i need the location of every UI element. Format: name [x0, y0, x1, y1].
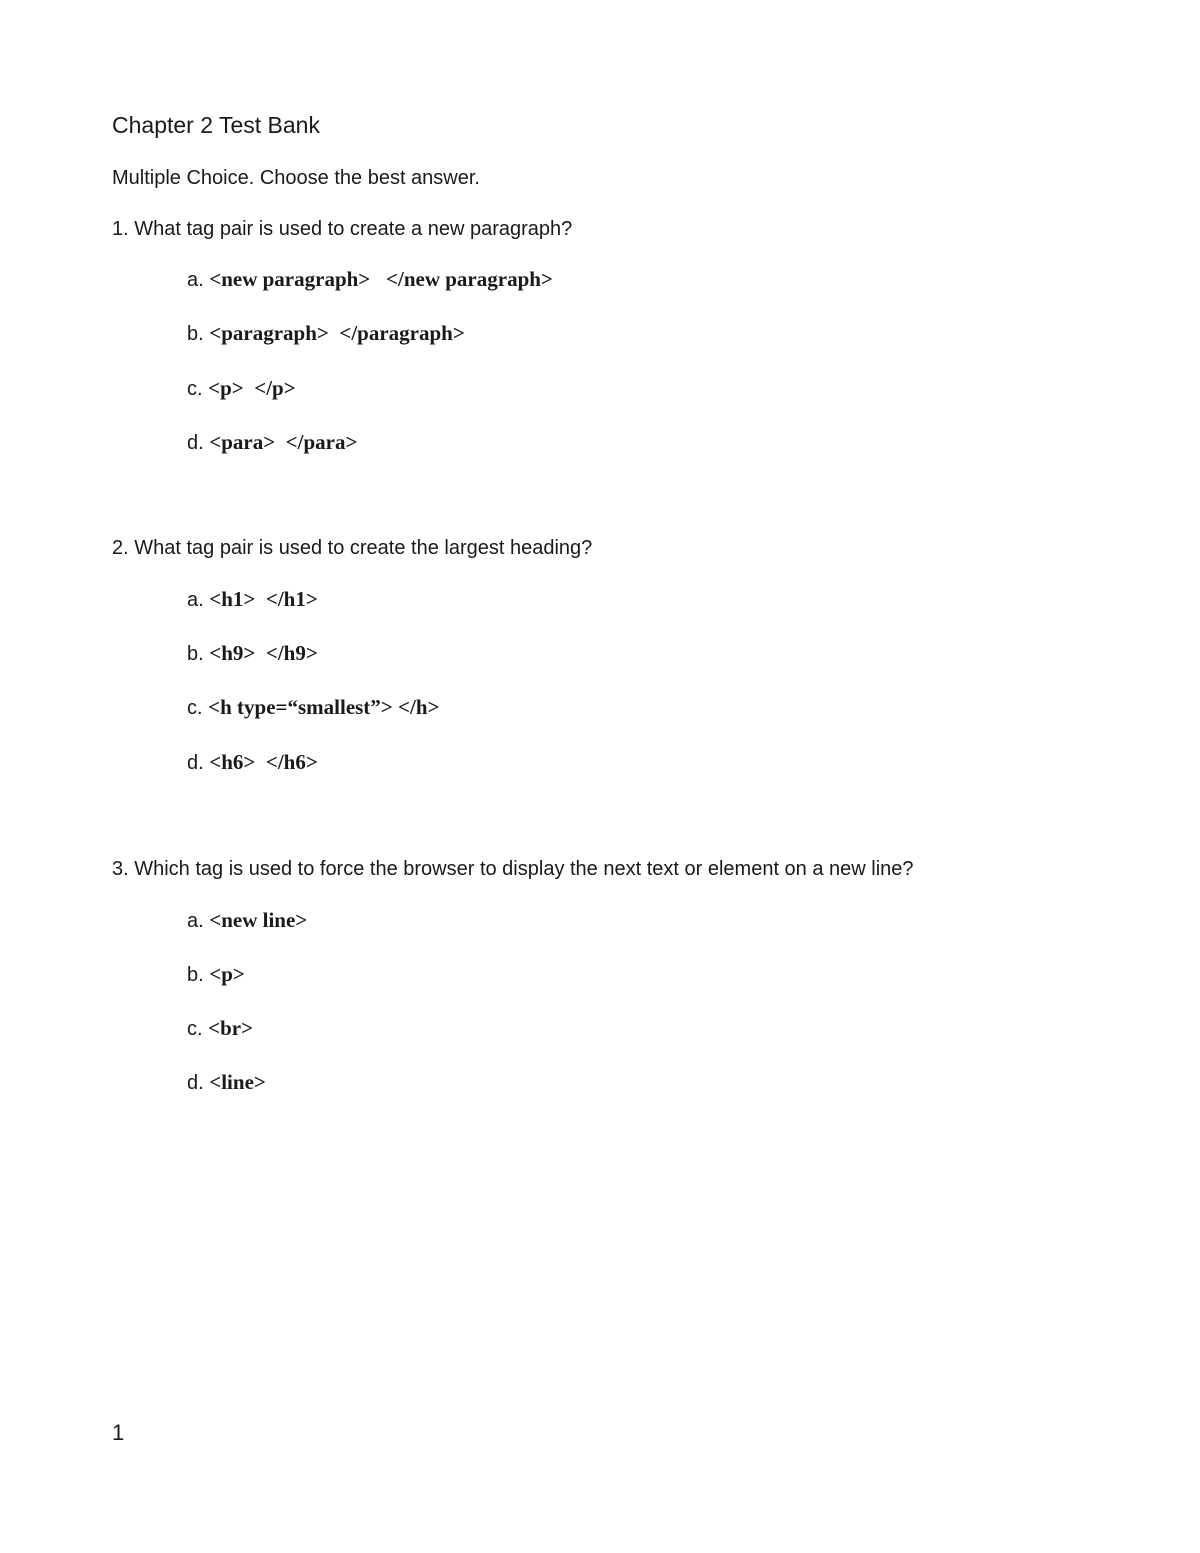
question-2-option-c: [187, 694, 439, 721]
option-code: <br>: [208, 1016, 254, 1040]
page-number: 1: [112, 1420, 125, 1445]
option-code: <h1> </h1>: [209, 587, 318, 611]
question-1-option-c: [187, 375, 296, 402]
option-code: <line>: [209, 1070, 266, 1094]
question-3: 3. Which tag is used to force the browser to display the next text or element on a new line?: [112, 858, 914, 880]
question-3-option-c: [187, 1015, 253, 1042]
option-letter: c.: [187, 697, 209, 719]
question-3-option-a: [187, 907, 307, 934]
question-2: 2. What tag pair is used to create the largest heading?: [112, 537, 593, 559]
option-code: <h type=“smallest”> </h>: [208, 695, 440, 719]
option-code: <h9> </h9>: [209, 641, 318, 665]
option-code: <p>: [209, 962, 245, 986]
option-code: <para> </para>: [209, 430, 358, 454]
question-1-option-b: [187, 320, 465, 347]
option-letter: d.: [187, 752, 210, 774]
option-letter: b.: [187, 643, 210, 665]
option-letter: c.: [187, 1018, 209, 1040]
option-code: <p> </p>: [208, 376, 296, 400]
page-title: Chapter 2 Test Bank: [112, 112, 320, 138]
option-code: <h6> </h6>: [209, 750, 318, 774]
instructions-text: Multiple Choice. Choose the best answer.: [112, 167, 480, 189]
question-1: 1. What tag pair is used to create a new paragraph?: [112, 218, 573, 240]
option-letter: a.: [187, 269, 210, 291]
option-letter: a.: [187, 589, 210, 611]
option-letter: d.: [187, 432, 210, 454]
question-3-option-b: [187, 961, 245, 988]
option-letter: d.: [187, 1072, 210, 1094]
question-2-option-b: [187, 640, 318, 667]
question-1-option-a: [187, 266, 553, 293]
option-letter: a.: [187, 910, 210, 932]
question-2-option-d: [187, 749, 318, 776]
question-3-option-d: [187, 1069, 266, 1096]
option-code: <new line>: [209, 908, 308, 932]
question-1-option-d: [187, 429, 357, 456]
question-2-option-a: [187, 586, 318, 613]
option-code: <new paragraph> </new paragraph>: [209, 267, 553, 291]
option-letter: b.: [187, 323, 210, 345]
option-letter: b.: [187, 964, 210, 986]
option-code: <paragraph> </paragraph>: [209, 321, 465, 345]
option-letter: c.: [187, 378, 209, 400]
